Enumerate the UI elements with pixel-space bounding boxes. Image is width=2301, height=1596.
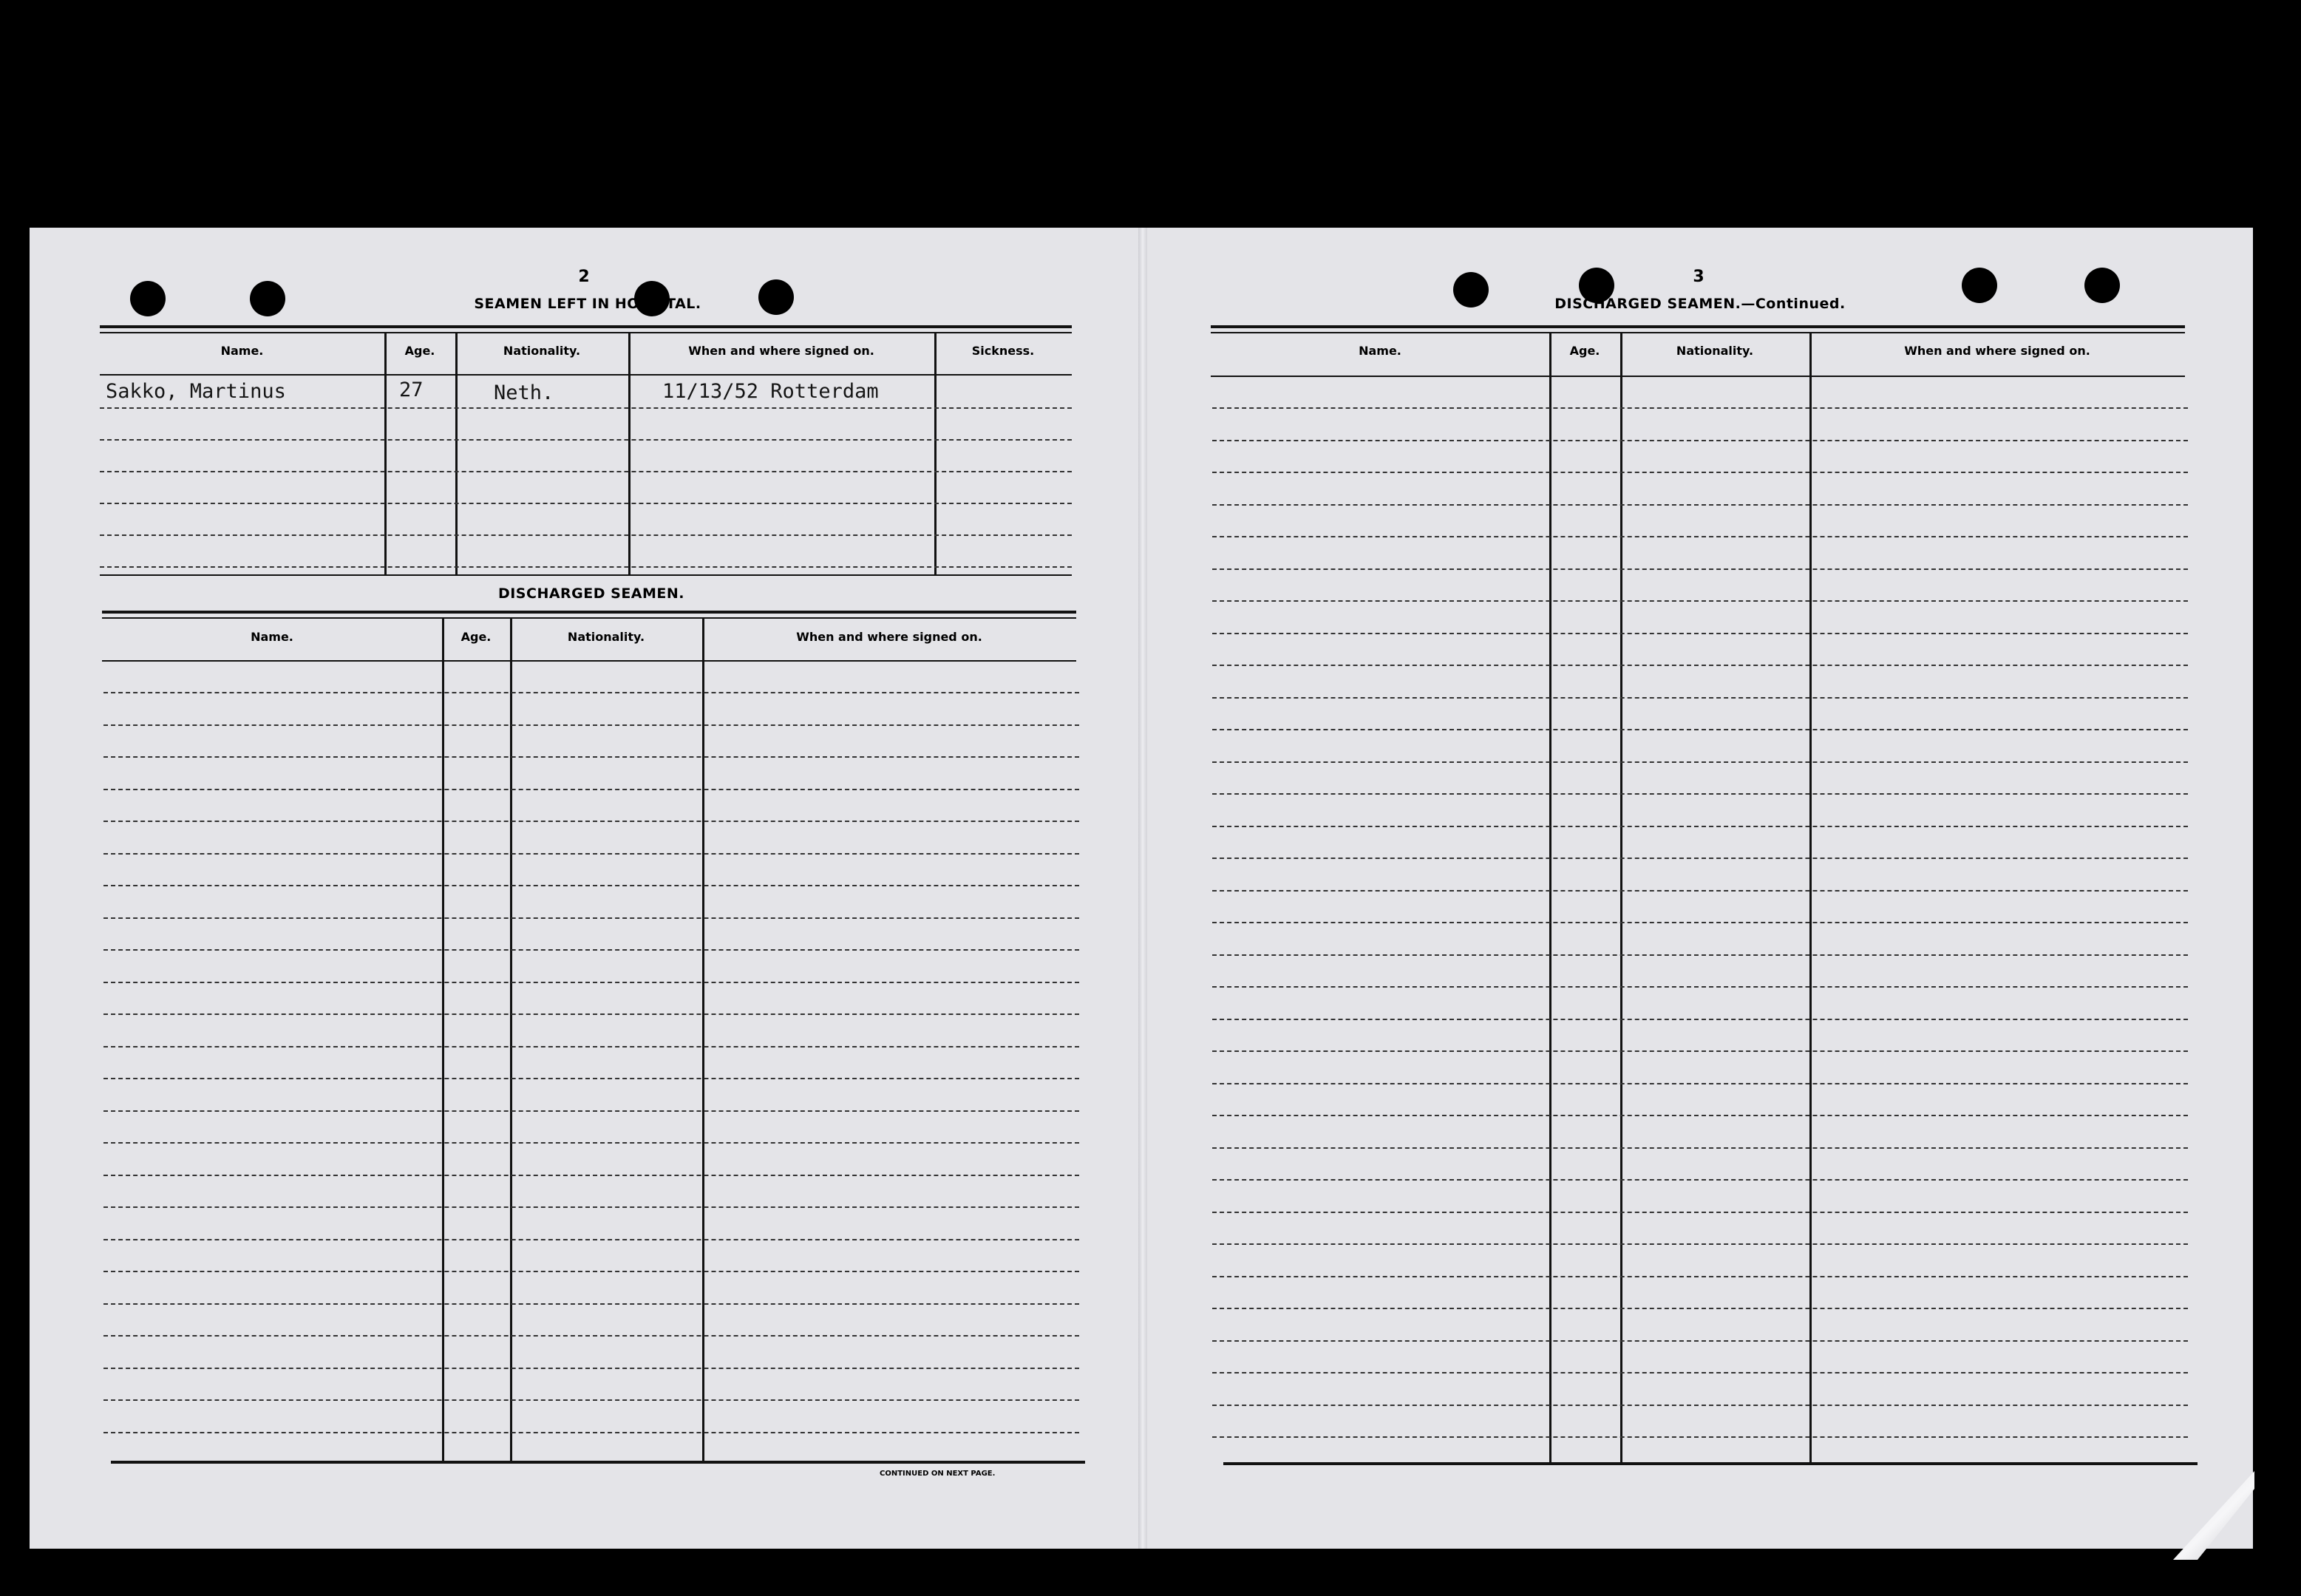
table-rule — [102, 660, 1076, 662]
entry-line — [1212, 954, 2188, 956]
entry-line — [1212, 568, 2188, 570]
table-rule — [1211, 376, 2185, 377]
discharged-continued-title: DISCHARGED SEAMEN.—Continued. — [1554, 296, 1846, 312]
column-divider — [455, 332, 458, 574]
entry-line — [103, 1303, 1079, 1305]
right-page — [1143, 228, 2253, 1549]
entry-line — [103, 1046, 1079, 1047]
column-header-signed-on: When and where signed on. — [688, 344, 874, 358]
entry-line — [103, 789, 1079, 790]
column-divider — [934, 332, 937, 574]
entry-line — [1212, 1050, 2188, 1052]
page-number: 3 — [1693, 268, 1704, 286]
entry-line — [103, 1432, 1079, 1433]
entry-line — [1212, 407, 2188, 409]
entry-line — [100, 534, 1072, 536]
table-rule — [1211, 332, 2185, 333]
entry-line — [1212, 1019, 2188, 1020]
column-divider — [1549, 332, 1551, 1463]
column-divider — [384, 332, 387, 574]
column-divider — [628, 332, 631, 574]
entry-line — [1212, 858, 2188, 859]
entry-line — [103, 724, 1079, 726]
entry-line — [103, 1368, 1079, 1369]
entry-line — [103, 692, 1079, 693]
entry-line — [103, 1142, 1079, 1144]
entry-line — [1212, 1340, 2188, 1342]
entry-line — [1212, 1436, 2188, 1438]
column-header-age: Age. — [460, 630, 492, 644]
entry-line — [103, 1206, 1079, 1208]
punch-hole — [2084, 268, 2120, 303]
table-rule — [100, 374, 1072, 376]
hospital-age-cell: 27 — [399, 378, 424, 401]
column-header-name: Name. — [220, 344, 264, 358]
entry-line — [1212, 826, 2188, 827]
entry-line — [1212, 697, 2188, 699]
entry-line — [103, 1239, 1079, 1240]
entry-line — [103, 853, 1079, 855]
entry-line — [100, 566, 1072, 568]
entry-line — [103, 1175, 1079, 1176]
entry-line — [1212, 793, 2188, 795]
table-rule — [100, 325, 1072, 328]
entry-line — [103, 982, 1079, 983]
hospital-nationality-cell: Neth. — [494, 381, 554, 404]
entry-line — [1212, 536, 2188, 537]
table-rule — [100, 574, 1072, 576]
entry-line — [103, 1399, 1079, 1401]
column-header-signed-on: When and where signed on. — [1904, 344, 2090, 358]
entry-line — [1212, 633, 2188, 634]
discharged-section-title: DISCHARGED SEAMEN. — [497, 585, 685, 602]
entry-line — [1212, 1405, 2188, 1406]
hospital-signed-on-cell: 11/13/52 Rotterdam — [662, 380, 879, 403]
entry-line — [1212, 1083, 2188, 1084]
entry-line — [100, 503, 1072, 504]
entry-line — [103, 917, 1079, 919]
column-header-age: Age. — [1569, 344, 1600, 358]
table-rule — [102, 617, 1076, 619]
column-header-nationality: Nationality. — [503, 344, 581, 358]
column-header-sickness: Sickness. — [971, 344, 1035, 358]
entry-line — [1212, 1276, 2188, 1277]
column-header-age: Age. — [404, 344, 435, 358]
page-fold — [1138, 228, 1147, 1549]
punch-hole — [1453, 272, 1489, 308]
entry-line — [103, 1335, 1079, 1337]
entry-line — [1212, 1372, 2188, 1373]
column-header-name: Name. — [1359, 344, 1401, 358]
entry-line — [103, 885, 1079, 886]
continued-note: CONTINUED ON NEXT PAGE. — [880, 1470, 996, 1478]
hospital-section-title: SEAMEN LEFT IN HOSPITAL. — [474, 296, 701, 312]
entry-line — [1212, 665, 2188, 666]
entry-line — [103, 1271, 1079, 1272]
entry-line — [1212, 1147, 2188, 1149]
entry-line — [1212, 890, 2188, 892]
entry-line — [1212, 1308, 2188, 1309]
column-header-nationality: Nationality. — [567, 630, 645, 644]
table-rule — [111, 1461, 1085, 1464]
entry-line — [1212, 729, 2188, 730]
page-number: 2 — [578, 268, 590, 286]
column-header-name: Name. — [251, 630, 293, 644]
entry-line — [1212, 440, 2188, 441]
punch-hole — [1962, 268, 1997, 303]
punch-hole — [250, 281, 285, 316]
table-rule — [100, 332, 1072, 333]
entry-line — [103, 821, 1079, 822]
entry-line — [103, 949, 1079, 951]
entry-line — [1212, 1115, 2188, 1116]
column-header-signed-on: When and where signed on. — [796, 630, 982, 644]
table-rule — [102, 611, 1076, 614]
hospital-name-cell: Sakko, Martinus — [106, 380, 286, 403]
entry-line — [1212, 761, 2188, 763]
entry-line — [1212, 1212, 2188, 1213]
entry-line — [100, 471, 1072, 472]
column-divider — [1809, 332, 1812, 1463]
entry-line — [100, 439, 1072, 441]
table-rule — [1211, 325, 2185, 328]
table-rule — [1223, 1462, 2198, 1465]
entry-line — [1212, 1243, 2188, 1245]
entry-line — [1212, 472, 2188, 473]
punch-hole — [130, 281, 166, 316]
entry-line — [100, 407, 1072, 409]
entry-line — [103, 1078, 1079, 1079]
entry-line — [103, 1110, 1079, 1112]
column-divider — [1620, 332, 1622, 1463]
entry-line — [1212, 922, 2188, 923]
entry-line — [1212, 1179, 2188, 1181]
entry-line — [103, 756, 1079, 758]
entry-line — [1212, 600, 2188, 602]
entry-line — [1212, 986, 2188, 988]
entry-line — [103, 1013, 1079, 1015]
entry-line — [1212, 504, 2188, 506]
column-header-nationality: Nationality. — [1676, 344, 1754, 358]
left-page — [30, 228, 1143, 1549]
